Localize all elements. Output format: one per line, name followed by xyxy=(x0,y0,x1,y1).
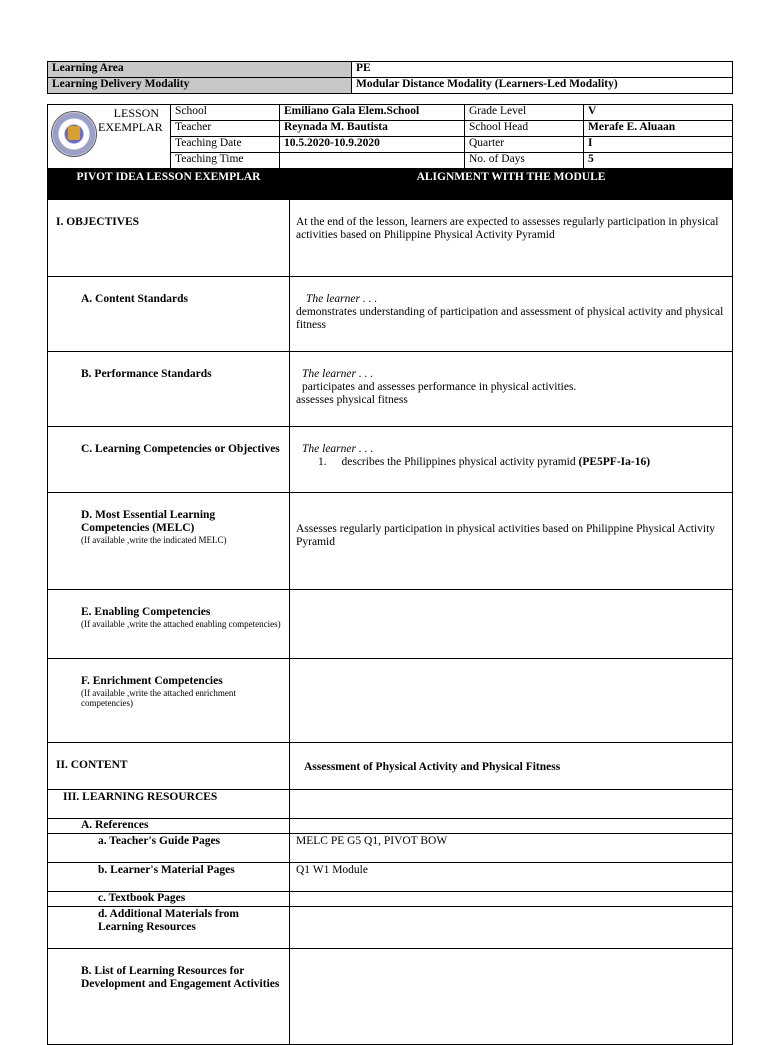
list-resources-label: B. List of Learning Resources for Development and Engagement Activities xyxy=(48,949,290,1045)
header-alignment: ALIGNMENT WITH THE MODULE xyxy=(290,169,733,200)
enrichment-cell xyxy=(48,659,290,743)
enabling-cell xyxy=(48,590,290,659)
enabling-label: E. Enabling Competencies xyxy=(81,606,211,618)
content-label: II. CONTENT xyxy=(48,743,290,790)
school-value: Emiliano Gala Elem.School xyxy=(280,105,465,121)
objectives-label: I. OBJECTIVES xyxy=(48,200,290,277)
learners-material-label: b. Learner's Material Pages xyxy=(48,863,290,892)
school-head-label: School Head xyxy=(465,121,584,137)
performance-standards-intro: The learner . . . xyxy=(302,368,374,380)
header-pivot-idea: PIVOT IDEA LESSON EXEMPLAR xyxy=(48,169,290,200)
performance-standards-text1: participates and assesses performance in physical activities. xyxy=(302,381,577,393)
melc-label: D. Most Essential Learning Competencies (MELC) xyxy=(81,509,216,534)
textbook-pages-value xyxy=(290,892,733,907)
performance-standards-text2: assesses physical fitness xyxy=(296,394,408,406)
lesson-exemplar-cell xyxy=(48,105,171,169)
enabling-value xyxy=(290,590,733,659)
teacher-label: Teacher xyxy=(171,121,280,137)
content-standards-text: demonstrates understanding of participation and assessment of physical activity and physical fitness xyxy=(296,306,724,331)
lesson-info-table xyxy=(47,104,733,169)
days-value: 5 xyxy=(584,153,733,169)
teachers-guide-value: MELC PE G5 Q1, PIVOT BOW xyxy=(290,834,733,863)
textbook-pages-label: c. Textbook Pages xyxy=(48,892,290,907)
additional-materials-label: d. Additional Materials from Learning Resources xyxy=(48,907,290,949)
quarter-value: I xyxy=(584,137,733,153)
enrichment-note: (If available ,write the attached enrichment competencies) xyxy=(81,688,236,708)
melc-note: (If available ,write the indicated MELC) xyxy=(81,535,227,545)
grade-label: Grade Level xyxy=(465,105,584,121)
enabling-note: (If available ,write the attached enabling competencies) xyxy=(81,619,281,629)
lesson-exemplar-line1: LESSON xyxy=(113,106,159,120)
performance-standards-label: B. Performance Standards xyxy=(48,352,290,427)
learning-competencies-intro: The learner . . . xyxy=(302,443,374,455)
learning-competencies-cell xyxy=(290,427,733,493)
references-value xyxy=(290,819,733,834)
modality-label: Learning Delivery Modality xyxy=(48,78,352,94)
learning-resources-value xyxy=(290,790,733,819)
enrichment-label: F. Enrichment Competencies xyxy=(81,675,223,687)
learning-area-label: Learning Area xyxy=(48,62,352,78)
learning-competencies-label: C. Learning Competencies or Objectives xyxy=(48,427,290,493)
school-label: School xyxy=(171,105,280,121)
content-text: Assessment of Physical Activity and Physical Fitness xyxy=(290,743,733,790)
objectives-text: At the end of the lesson, learners are expected to assesses regularly participation in physical activities based on Philippine Physical Activity Pyramid xyxy=(290,200,733,277)
competency-item-text: describes the Philippines physical activity pyramid xyxy=(341,456,579,468)
school-head-value: Merafe E. Aluaan xyxy=(584,121,733,137)
teaching-time-label: Teaching Time xyxy=(171,153,280,169)
lesson-main-table xyxy=(47,168,733,1045)
teaching-time-value xyxy=(280,153,465,169)
lesson-exemplar-line2: EXEMPLAR xyxy=(98,120,163,134)
content-standards-cell xyxy=(290,277,733,352)
enrichment-value xyxy=(290,659,733,743)
learning-resources-label: III. LEARNING RESOURCES xyxy=(48,790,290,819)
modality-value: Modular Distance Modality (Learners-Led Modality) xyxy=(352,78,733,94)
learning-area-value: PE xyxy=(352,62,733,78)
additional-materials-value xyxy=(290,907,733,949)
teachers-guide-label: a. Teacher's Guide Pages xyxy=(48,834,290,863)
melc-cell xyxy=(48,493,290,590)
teaching-date-label: Teaching Date xyxy=(171,137,280,153)
quarter-label: Quarter xyxy=(465,137,584,153)
seal-emblem-icon xyxy=(68,126,80,140)
days-label: No. of Days xyxy=(465,153,584,169)
references-label: A. References xyxy=(48,819,290,834)
teaching-date-value: 10.5.2020-10.9.2020 xyxy=(280,137,465,153)
learners-material-value: Q1 W1 Module xyxy=(290,863,733,892)
teacher-value: Reynada M. Bautista xyxy=(280,121,465,137)
content-standards-intro: The learner . . . xyxy=(306,293,378,305)
deped-seal-logo xyxy=(51,111,97,157)
grade-value: V xyxy=(584,105,733,121)
melc-text: Assesses regularly participation in physical activities based on Philippine Physical Activity Pyramid xyxy=(290,493,733,590)
list-resources-value xyxy=(290,949,733,1045)
content-standards-label: A. Content Standards xyxy=(48,277,290,352)
competency-item-code: (PE5PF-Ia-16) xyxy=(578,456,651,468)
competency-item-number: 1. xyxy=(318,456,327,468)
learning-area-table xyxy=(47,61,733,94)
performance-standards-cell xyxy=(290,352,733,427)
